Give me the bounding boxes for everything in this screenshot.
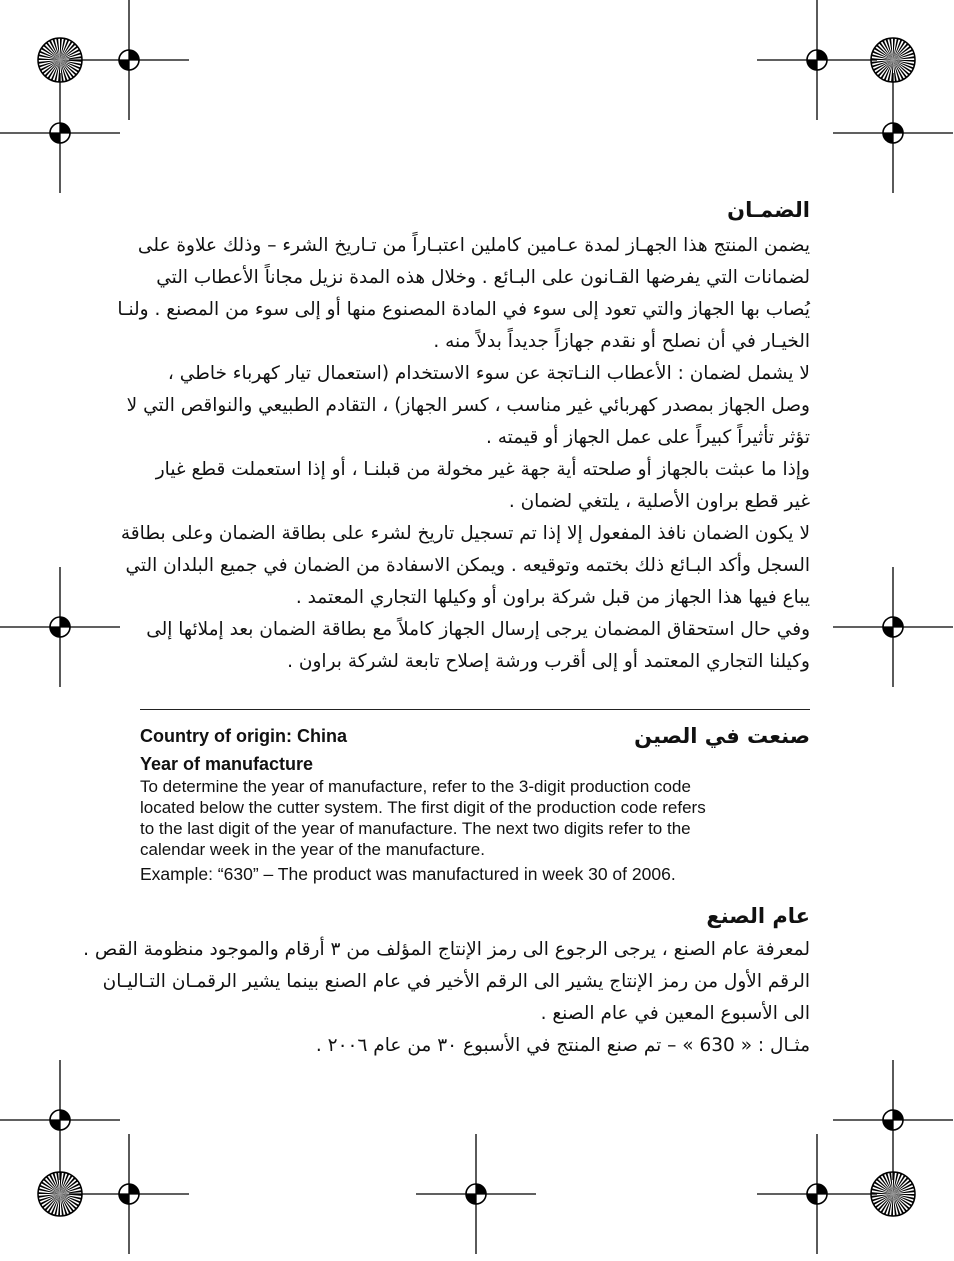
- crosshair-bottom-right: [757, 1134, 877, 1254]
- year-of-manufacture-title-ar: عام الصنع: [706, 904, 810, 928]
- warranty-title-ar: الضمـان: [727, 198, 810, 222]
- warranty-line: وإذا ما عبثت بالجهاز أو صلحته أية جهة غير مخولة من قبلنـا ، أو إذا استعملت قطع غيار: [155, 459, 810, 480]
- warranty-line: لضمانات التي يفرضها القـانون على البـائع . وخلال هذه المدة نزيل مجاناً الأعطاب التي: [156, 267, 810, 288]
- warranty-line: لا يكون الضمان نافذ المفعول إلا إذا تم تسجيل تاريخ لشرء على بطاقة الضمان وعلى بطاقة: [120, 523, 810, 544]
- warranty-line: يُصاب بها الجهاز والتي تعود إلى سوء في المادة المصنوع منها أو إلى سوء من المصنع . ولنـا: [117, 299, 810, 320]
- crosshair-bottom-left: [69, 1134, 189, 1254]
- warranty-line: لا يشمل لضمان : الأعطاب النـاتجة عن سوء الاستخدام (استعمال تيار كهرباء خاطي ،: [167, 363, 810, 384]
- warranty-line: غير قطع براون الأصلية ، يلتغي لضمان .: [508, 491, 810, 512]
- crosshair-bottom-center: [416, 1134, 536, 1254]
- warranty-line: وفي حال استحقاق المضمان يرجى إرسال الجهاز كاملاً مع بطاقة الضمان بعد إملائها إلى: [146, 619, 810, 640]
- year-line: calendar week in the year of the manufacture.: [140, 840, 485, 859]
- country-of-origin-ar: صنعت في الصين: [634, 724, 810, 748]
- year-of-manufacture-body-en: [140, 776, 820, 860]
- crosshair-top-right: [757, 0, 877, 120]
- warranty-body-ar: [117, 230, 810, 678]
- year-ar-line: الرقم الأول من رمز الإنتاج يشير الى الرقم الأخير في عام الصنع بينما يشير الرقمـان التـاليـان: [102, 971, 810, 992]
- year-line: To determine the year of manufacture, refer to the 3-digit production code: [140, 777, 691, 796]
- crosshair-bottom-left-side: [0, 1060, 120, 1180]
- country-of-origin-en: Country of origin: China: [140, 726, 347, 746]
- year-example-en: Example: “630” – The product was manufactured in week 30 of 2006.: [140, 864, 676, 884]
- crosshair-mid-right: [833, 567, 953, 687]
- year-ar-line: الى الأسبوع المعين في عام الصنع .: [540, 1003, 810, 1024]
- year-line: located below the cutter system. The first digit of the production code refers: [140, 798, 706, 817]
- warranty-line: السجل وأكد البـائع ذلك بختمه وتوقيعه . ويمكن الاسفادة من الضمان في جميع البلدان التي: [125, 555, 810, 576]
- crosshair-bottom-right-side: [833, 1060, 953, 1180]
- warranty-line: يضمن المنتج هذا الجهـاز لمدة عـامين كاملين اعتبـاراً من تـاريخ الشرء – وذلك علاوة على: [137, 235, 810, 256]
- crosshair-top-right-side: [833, 73, 953, 193]
- year-of-manufacture-title-en: Year of manufacture: [140, 754, 314, 774]
- warranty-line: وصل الجهاز بمصدر كهربائي غير مناسب ، كسر الجهاز) ، التقادم الطبيعي والنواقص التي لا: [126, 395, 810, 416]
- crosshair-top-left-side: [0, 73, 120, 193]
- year-line: to the last digit of the year of manufacture. The next two digits refer to the: [140, 819, 691, 838]
- warranty-line: تؤثر تأثيراً كبيراً على عمل الجهاز أو قيمته .: [485, 427, 810, 448]
- crosshair-top-left: [69, 0, 189, 120]
- year-of-manufacture-body-ar: [83, 934, 810, 1062]
- section-divider: [140, 709, 810, 710]
- crosshair-mid-left: [0, 567, 120, 687]
- warranty-line: يباع فيها هذا الجهاز من قبل شركة براون أو وكيلها التجاري المعتمد .: [295, 587, 810, 608]
- warranty-line: وكيلنا التجاري المعتمد أو إلى أقرب ورشة إصلاح تابعة لشركة براون .: [287, 651, 810, 672]
- warranty-line: الخيـار في أن نصلح أو نقدم جهازاً جديداً بدلاً منه .: [433, 331, 810, 352]
- year-ar-line: لمعرفة عام الصنع ، يرجى الرجوع الى رمز الإنتاج المؤلف من ٣ أرقام والموجود منظومة القص .: [83, 939, 810, 960]
- year-ar-line: مثـال : « 630 » – تم صنع المنتج في الأسبوع ٣٠ من عام ٢٠٠٦ .: [315, 1035, 810, 1056]
